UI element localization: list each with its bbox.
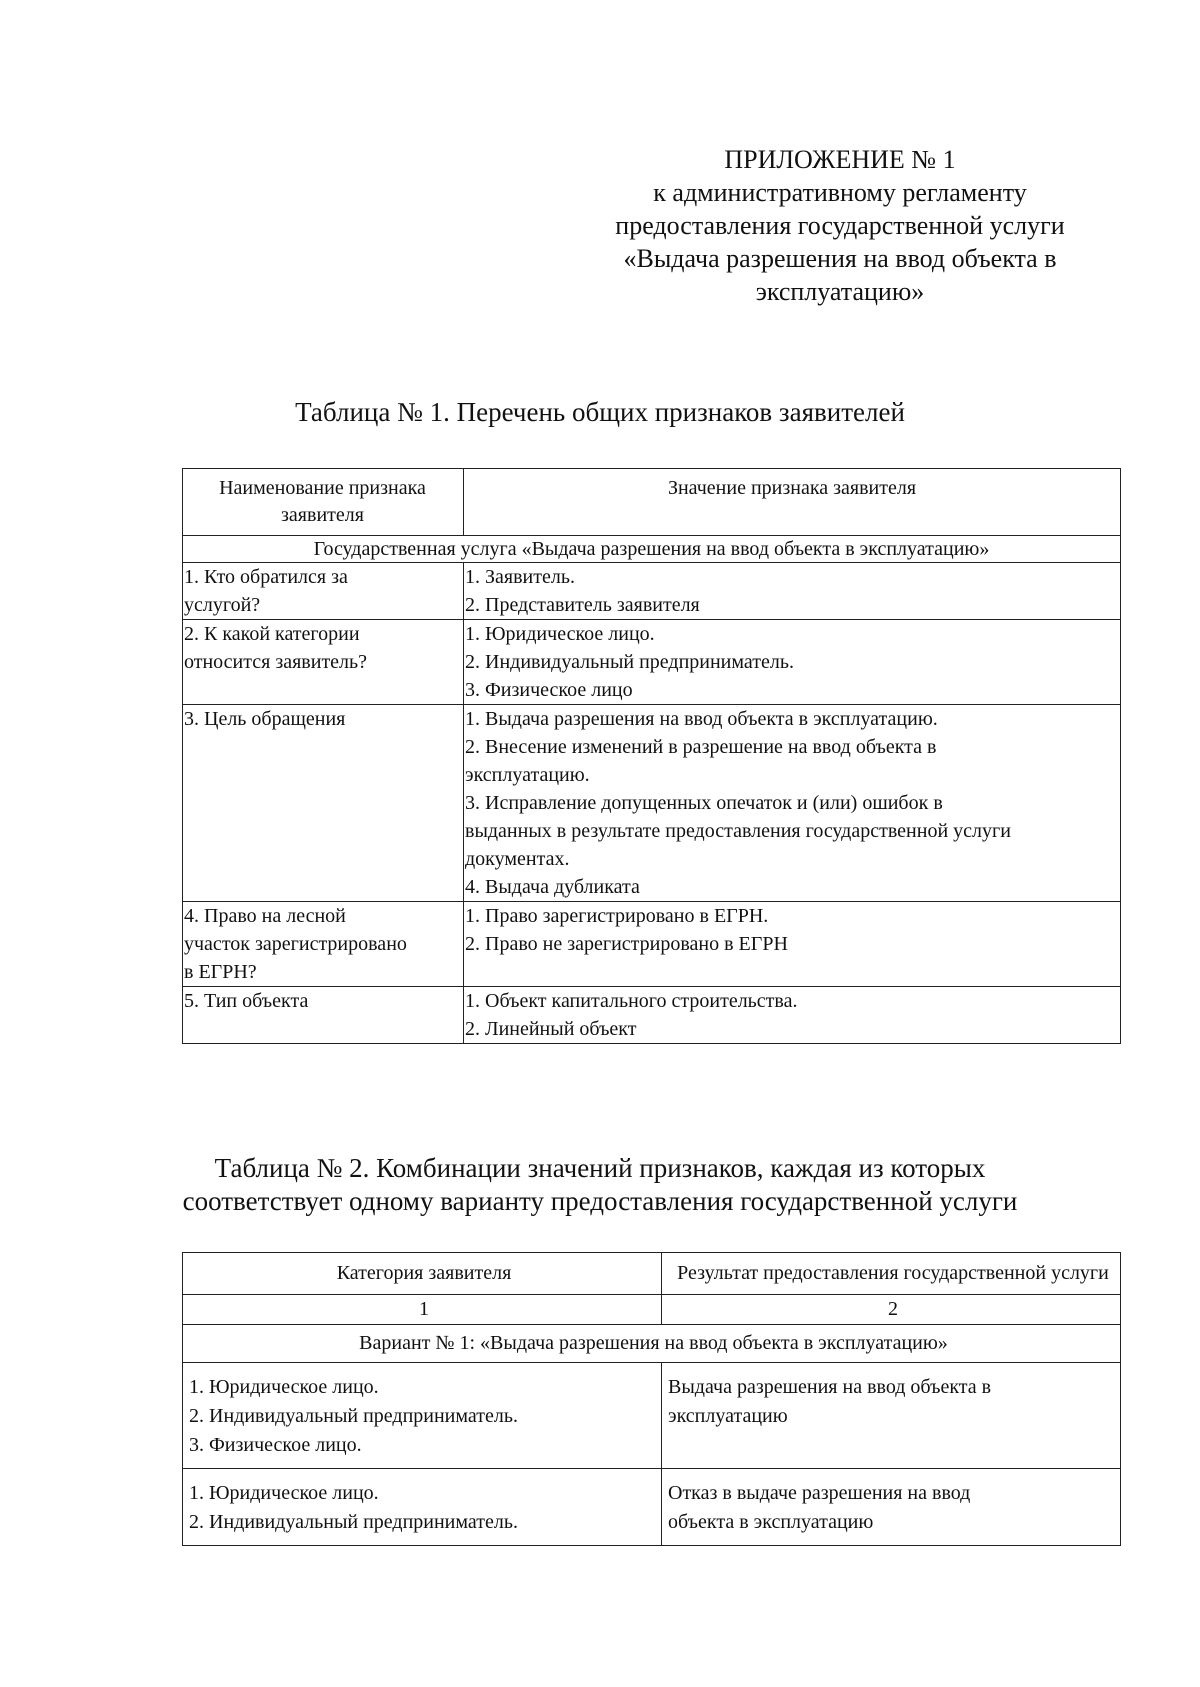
table1-body <box>183 563 1121 1044</box>
feature-name-line: участок зарегистрировано <box>184 933 407 955</box>
feature-name-cell <box>183 705 464 902</box>
table-row <box>183 1469 1121 1546</box>
feature-values-cell <box>464 563 1121 620</box>
column-number: 2 <box>662 1295 1121 1325</box>
feature-value-line: 3. Исправление допущенных опечаток и (или) ошибок в <box>465 792 943 814</box>
table-row <box>183 620 1121 705</box>
applicant-category-line: 2. Индивидуальный предприниматель. <box>189 1405 518 1427</box>
column-number: 1 <box>183 1295 662 1325</box>
service-result-line: Выдача разрешения на ввод объекта в <box>668 1376 992 1398</box>
feature-name-cell <box>183 563 464 620</box>
feature-name-line: 1. Кто обратился за <box>184 566 348 588</box>
service-row <box>183 536 1121 563</box>
appendix-line: эксплуатацию» <box>755 277 925 306</box>
feature-value-line: 4. Выдача дубликата <box>465 876 640 898</box>
service-result-cell <box>662 1363 1121 1469</box>
feature-name-cell <box>183 902 464 987</box>
service-result-line: Отказ в выдаче разрешения на ввод <box>668 1482 971 1504</box>
header-feature-value: Значение признака заявителя <box>464 469 1121 536</box>
header-feature-name: Наименование признака заявителя <box>183 469 464 536</box>
table-header-row <box>183 1253 1121 1295</box>
feature-value-line: 1. Право зарегистрировано в ЕГРН. <box>465 905 769 927</box>
variant-title: Вариант № 1: «Выдача разрешения на ввод объекта в эксплуатацию» <box>183 1325 1121 1363</box>
feature-value-line: 2. Право не зарегистрировано в ЕГРН <box>465 933 788 955</box>
applicant-features-table <box>182 468 1121 1044</box>
feature-value-line: документах. <box>465 848 570 870</box>
feature-values-cell <box>464 902 1121 987</box>
feature-name-cell <box>183 620 464 705</box>
header-service-result: Результат предоставления государственной услуги <box>662 1253 1121 1295</box>
table-row <box>183 987 1121 1044</box>
appendix-number: ПРИЛОЖЕНИЕ № 1 <box>724 145 956 174</box>
feature-name-line: относится заявитель? <box>184 651 368 673</box>
service-name: Государственная услуга «Выдача разрешения на ввод объекта в эксплуатацию» <box>183 536 1121 563</box>
feature-value-line: 1. Юридическое лицо. <box>465 623 655 645</box>
applicant-category-line: 1. Юридическое лицо. <box>189 1376 379 1398</box>
applicant-category-line: 3. Физическое лицо. <box>189 1434 362 1456</box>
service-result-line: эксплуатацию <box>668 1405 788 1427</box>
feature-value-line: 3. Физическое лицо <box>465 679 633 701</box>
column-number-row <box>183 1295 1121 1325</box>
feature-value-line: 2. Внесение изменений в разрешение на ввод объекта в <box>465 736 937 758</box>
feature-values-cell <box>464 987 1121 1044</box>
feature-name-line: 4. Право на лесной <box>184 905 346 927</box>
table-row <box>183 1363 1121 1469</box>
feature-values-cell <box>464 620 1121 705</box>
feature-value-line: 1. Заявитель. <box>465 566 575 588</box>
applicant-categories-cell <box>183 1363 662 1469</box>
feature-name-line: в ЕГРН? <box>184 961 257 983</box>
feature-value-line: выданных в результате предоставления государственной услуги <box>465 820 1011 842</box>
feature-value-line: 2. Представитель заявителя <box>465 594 700 616</box>
table-row <box>183 563 1121 620</box>
feature-value-line: 1. Объект капитального строительства. <box>465 990 798 1012</box>
service-result-cell <box>662 1469 1121 1546</box>
appendix-heading <box>560 143 1120 308</box>
table2-title-line: Таблица № 2. Комбинации значений признаков, каждая из которых <box>214 1153 986 1183</box>
feature-value-line: эксплуатацию. <box>465 764 590 786</box>
feature-name-line: 3. Цель обращения <box>184 708 346 730</box>
table-row <box>183 902 1121 987</box>
table2-title-line: соответствует одному варианту предоставления государственной услуги <box>182 1186 1018 1216</box>
applicant-category-line: 2. Индивидуальный предприниматель. <box>189 1511 518 1533</box>
applicant-categories-cell <box>183 1469 662 1546</box>
variant-row <box>183 1325 1121 1363</box>
service-result-line: объекта в эксплуатацию <box>668 1511 874 1533</box>
feature-name-line: 2. К какой категории <box>184 623 360 645</box>
table-header-row <box>183 469 1121 536</box>
table1-title: Таблица № 1. Перечень общих признаков заявителей <box>295 397 905 427</box>
feature-values-cell <box>464 705 1121 902</box>
table2-title <box>0 1152 1200 1218</box>
feature-value-line: 1. Выдача разрешения на ввод объекта в эксплуатацию. <box>465 708 938 730</box>
appendix-line: предоставления государственной услуги <box>615 211 1065 240</box>
feature-value-line: 2. Индивидуальный предприниматель. <box>465 651 794 673</box>
applicant-category-line: 1. Юридическое лицо. <box>189 1482 379 1504</box>
feature-name-line: 5. Тип объекта <box>184 990 309 1012</box>
appendix-line: к административному регламенту <box>653 178 1027 207</box>
table2-body <box>183 1363 1121 1546</box>
feature-name-cell <box>183 987 464 1044</box>
feature-name-line: услугой? <box>184 594 261 616</box>
header-applicant-category: Категория заявителя <box>183 1253 662 1295</box>
variants-table <box>182 1252 1121 1546</box>
table-row <box>183 705 1121 902</box>
feature-value-line: 2. Линейный объект <box>465 1018 637 1040</box>
appendix-line: «Выдача разрешения на ввод объекта в <box>623 244 1057 273</box>
